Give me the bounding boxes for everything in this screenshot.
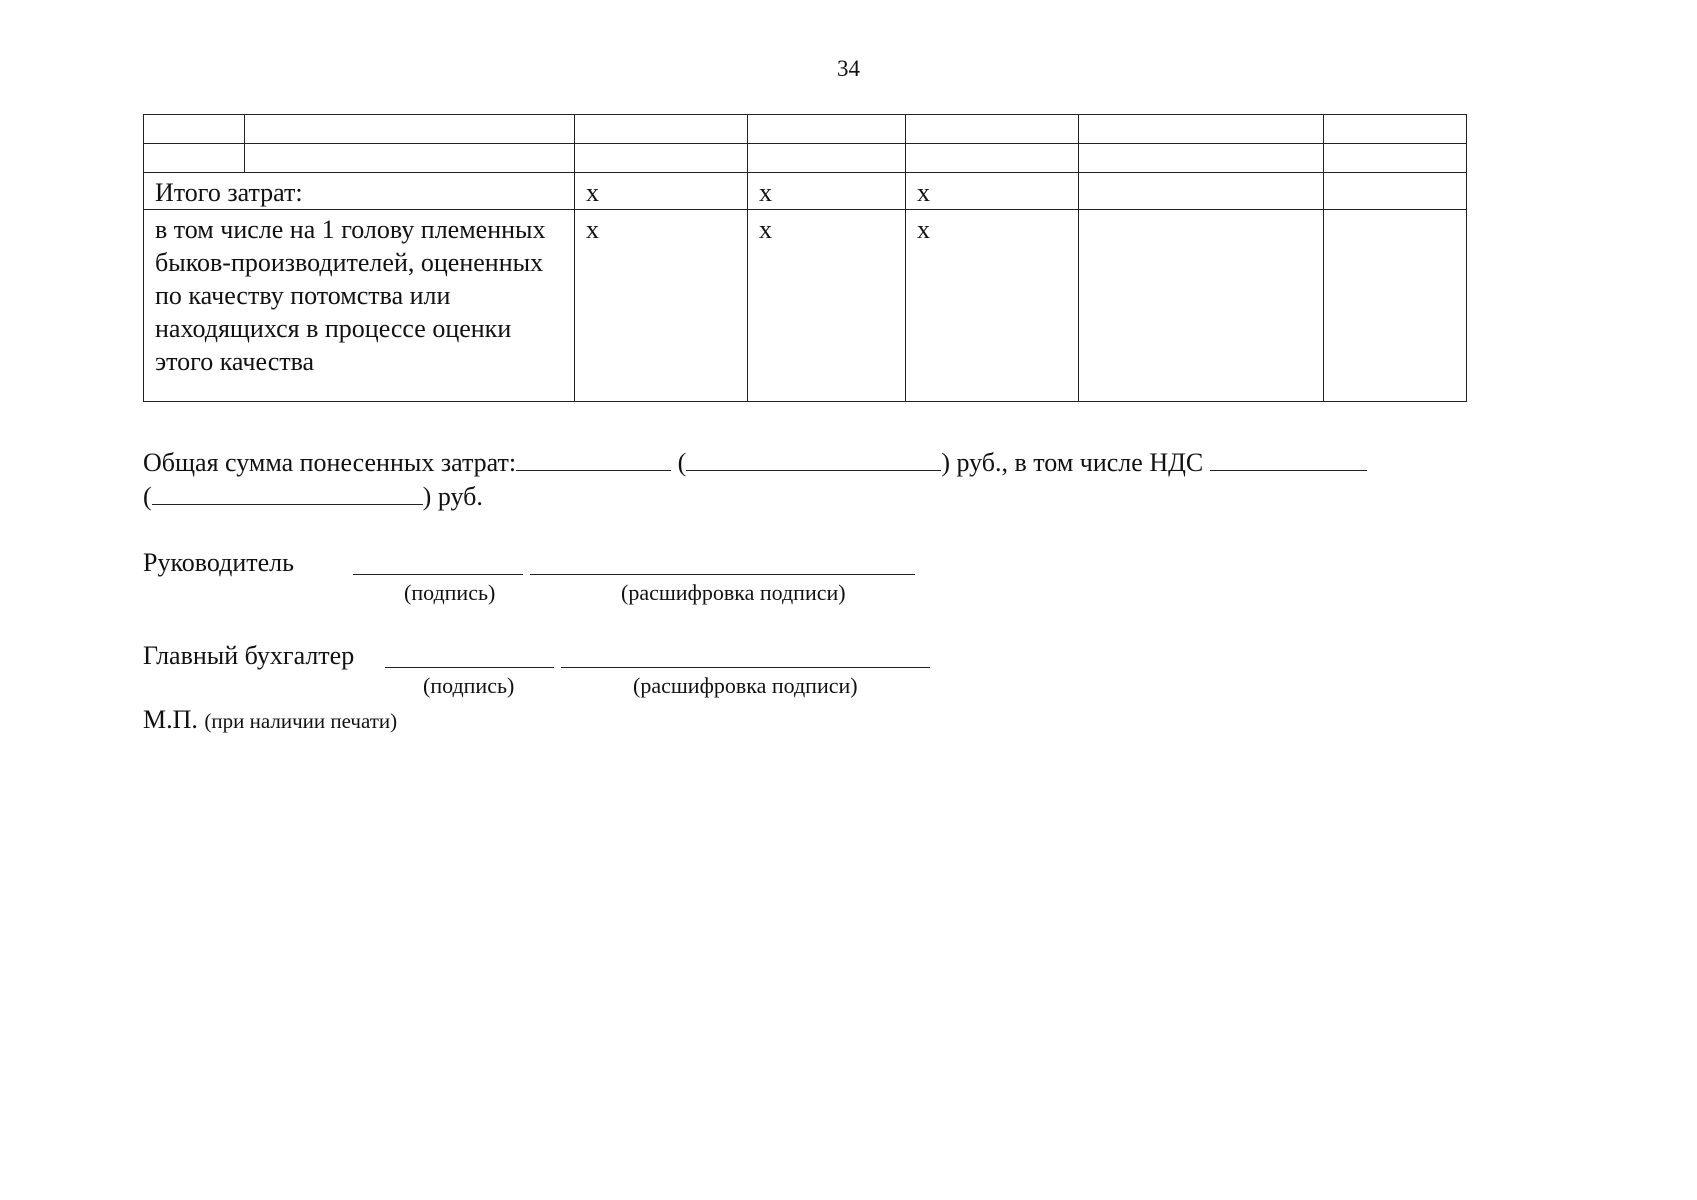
per-head-row	[144, 210, 1467, 402]
chief-signature-field[interactable]	[385, 643, 554, 668]
per-head-label: в том числе на 1 голову племенных быков-производителей, оцененных по качеству потомства или находящихся в процессе оценки этого качества	[144, 210, 575, 402]
total-label: Итого затрат:	[144, 173, 575, 210]
total-sum-line	[143, 446, 1367, 479]
head-decoding-caption: (расшифровка подписи)	[621, 580, 846, 605]
page-number: 34	[837, 56, 860, 81]
vat-words-line	[143, 480, 483, 513]
head-signature-line	[143, 546, 294, 579]
head-label: Руководитель	[143, 548, 294, 577]
total-mark: х	[575, 173, 748, 210]
per-head-value-cell	[1079, 210, 1324, 402]
per-head-mark: х	[906, 210, 1079, 402]
vat-sum-field[interactable]	[1210, 446, 1367, 471]
stamp-line	[143, 703, 397, 738]
open-paren: (	[143, 482, 152, 511]
rub-end-label: ) руб.	[422, 482, 483, 511]
per-head-value-cell	[1324, 210, 1467, 402]
stamp-note: (при наличии печати)	[204, 709, 398, 733]
chief-decoding-field[interactable]	[561, 643, 930, 668]
rub-vat-label: ) руб., в том числе НДС	[941, 448, 1204, 477]
head-decoding-field[interactable]	[530, 550, 915, 575]
per-head-mark: х	[575, 210, 748, 402]
chief-accountant-label: Главный бухгалтер	[143, 641, 355, 670]
total-sum-field[interactable]	[516, 446, 671, 471]
cost-table	[143, 114, 1467, 402]
total-mark: х	[748, 173, 906, 210]
per-head-mark: х	[748, 210, 906, 402]
head-signature-field[interactable]	[353, 550, 523, 575]
chief-accountant-line	[143, 639, 354, 672]
chief-decoding-caption: (расшифровка подписи)	[633, 673, 858, 698]
table-row	[144, 144, 1467, 173]
stamp-label: М.П.	[143, 705, 198, 734]
table-row	[144, 115, 1467, 144]
open-paren: (	[677, 448, 687, 477]
total-value-cell	[1079, 173, 1324, 210]
total-sum-label: Общая сумма понесенных затрат:	[143, 448, 517, 477]
head-signature-caption: (подпись)	[404, 580, 496, 605]
total-mark: х	[906, 173, 1079, 210]
total-sum-words-field[interactable]	[686, 446, 941, 471]
total-value-cell	[1324, 173, 1467, 210]
total-row	[144, 173, 1467, 210]
chief-signature-caption: (подпись)	[423, 673, 515, 698]
vat-words-field[interactable]	[152, 480, 423, 505]
